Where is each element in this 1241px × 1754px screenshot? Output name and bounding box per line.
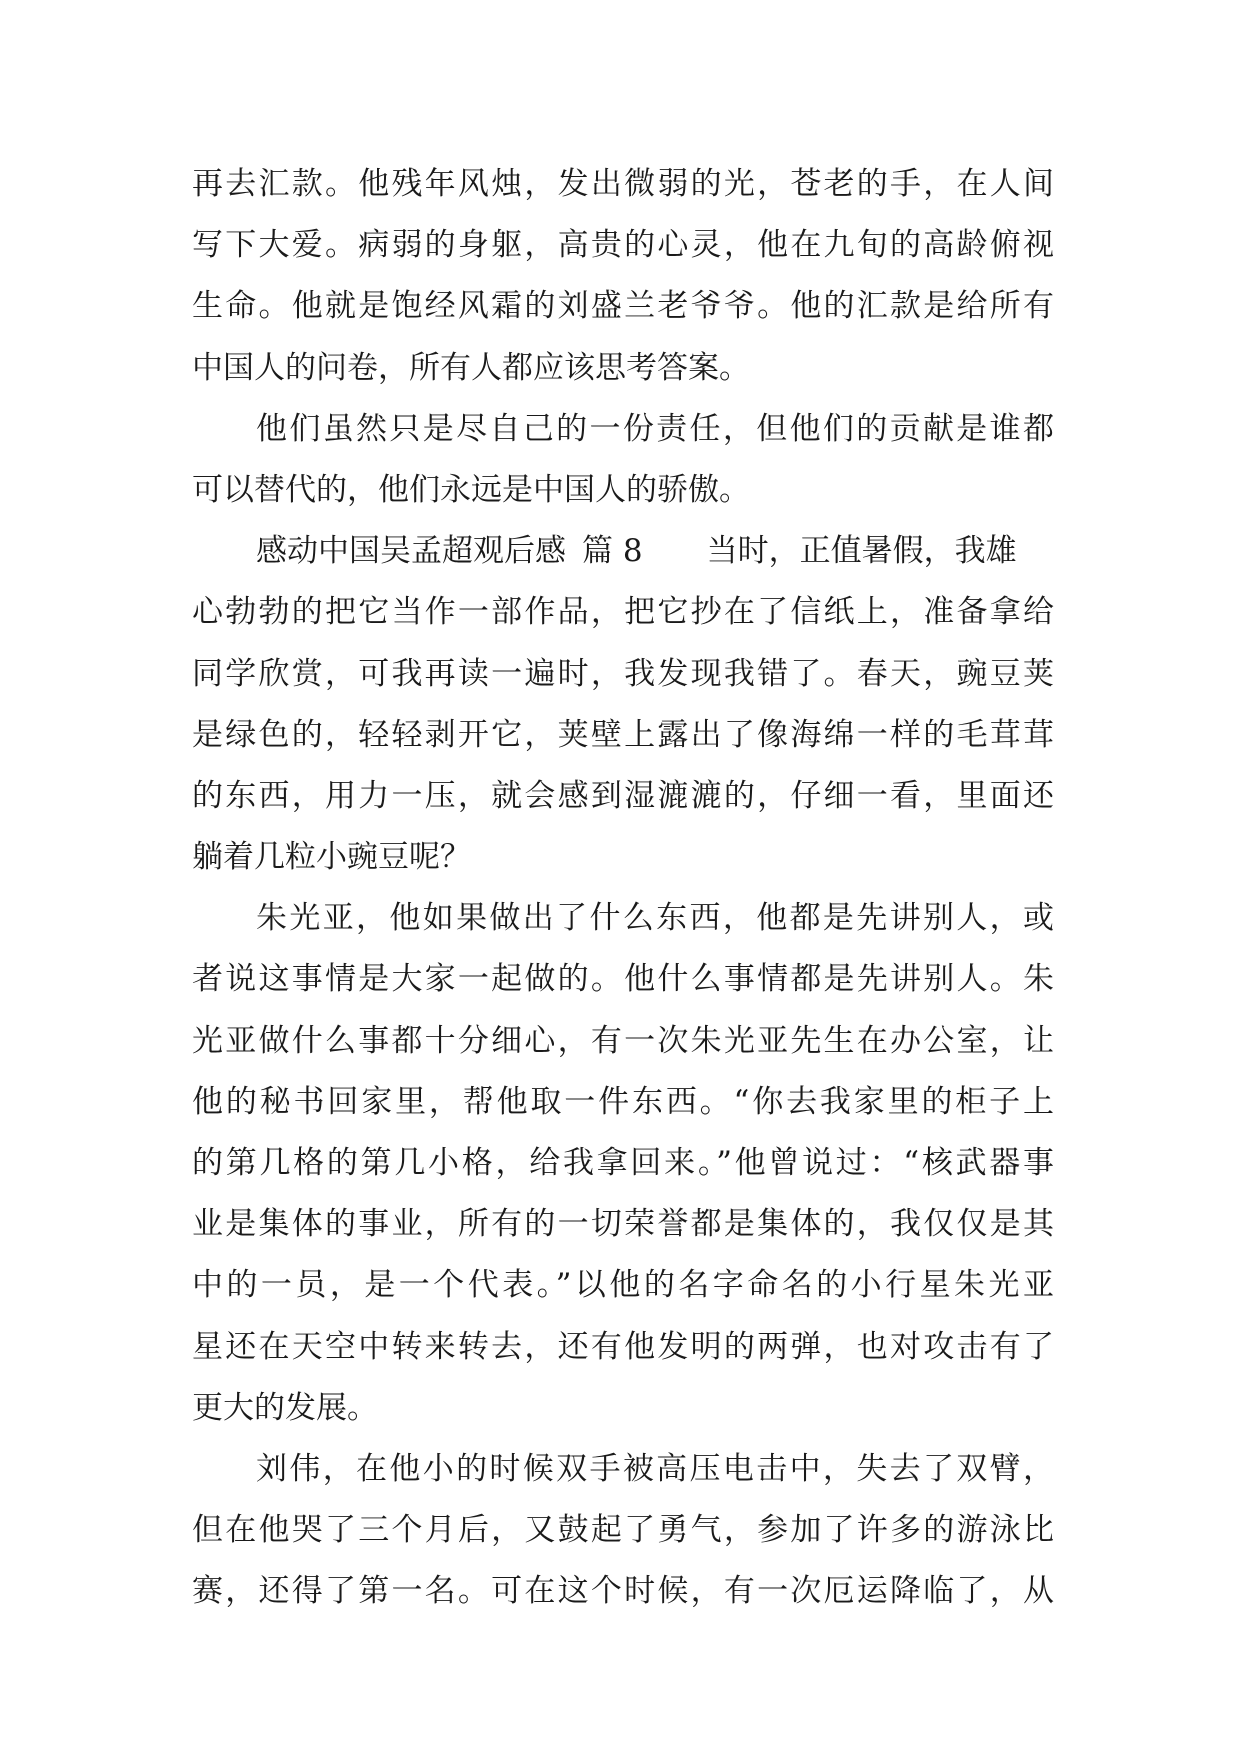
text-line: 再去汇款。他残年风烛，发出微弱的光，苍老的手，在人间 bbox=[192, 166, 1054, 202]
text-line: 的第几格的第几小格，给我拿回来。”他曾说过：“核武器事 bbox=[192, 1145, 1054, 1181]
text-line: 赛，还得了第一名。可在这个时候，有一次厄运降临了，从 bbox=[192, 1573, 1054, 1610]
text-line: 但在他哭了三个月后，又鼓起了勇气，参加了许多的游泳比 bbox=[192, 1512, 1054, 1549]
text-line: 光亚做什么事都十分细心，有一次朱光亚先生在办公室，让 bbox=[192, 1022, 1054, 1059]
text-line: 刘伟，在他小的时候双手被高压电击中，失去了双臂， bbox=[256, 1450, 1054, 1487]
text-line: 写下大爱。病弱的身躯，高贵的心灵，他在九旬的高龄俯视 bbox=[192, 227, 1054, 264]
text-line: 中的一员，是一个代表。”以他的名字命名的小行星朱光亚 bbox=[192, 1267, 1054, 1304]
text-line: 更大的发展。 bbox=[192, 1389, 378, 1426]
section-heading-line bbox=[192, 521, 1054, 582]
text-line: 他们虽然只是尽自己的一份责任，但他们的贡献是谁都 bbox=[256, 410, 1054, 447]
paragraph-1 bbox=[192, 154, 1054, 399]
text-line: 者说这事情是大家一起做的。他什么事情都是先讲别人。朱 bbox=[192, 961, 1054, 998]
text-line: 朱光亚，他如果做出了什么东西，他都是先讲别人，或 bbox=[256, 900, 1054, 937]
paragraph-3 bbox=[192, 521, 1054, 888]
text-line: 中国人的问卷，所有人都应该思考答案。 bbox=[192, 349, 750, 386]
section-lead-text: 当时，正值暑假，我雄 bbox=[706, 533, 1017, 570]
text-line: 星还在天空中转来转去，还有他发明的两弹，也对攻击有了 bbox=[192, 1328, 1054, 1365]
text-line: 可以替代的，他们永远是中国人的骄傲。 bbox=[192, 471, 750, 508]
text-line: 生命。他就是饱经风霜的刘盛兰老爷爷。他的汇款是给所有 bbox=[192, 288, 1054, 325]
paragraph-2 bbox=[192, 399, 1054, 521]
paragraph-4 bbox=[192, 888, 1054, 1439]
text-line: 他的秘书回家里，帮他取一件东西。“你去我家里的柜子上 bbox=[192, 1083, 1054, 1120]
document-body bbox=[192, 154, 1054, 1623]
text-line: 是绿色的，轻轻剥开它，荚壁上露出了像海绵一样的毛茸茸 bbox=[192, 716, 1054, 753]
section-title: 感动中国吴孟超观后感 bbox=[256, 533, 566, 570]
section-part-label: 篇 8 bbox=[582, 533, 643, 570]
paragraph-5 bbox=[192, 1439, 1054, 1623]
text-line: 躺着几粒小豌豆呢？ bbox=[192, 839, 471, 876]
text-line: 心勃勃的把它当作一部作品，把它抄在了信纸上，准备拿给 bbox=[192, 594, 1054, 631]
text-line: 的东西，用力一压，就会感到湿漉漉的，仔细一看，里面还 bbox=[192, 777, 1054, 814]
text-line: 业是集体的事业，所有的一切荣誉都是集体的，我仅仅是其 bbox=[192, 1206, 1054, 1243]
text-line: 同学欣赏，可我再读一遍时，我发现我错了。春天，豌豆荚 bbox=[192, 655, 1054, 692]
